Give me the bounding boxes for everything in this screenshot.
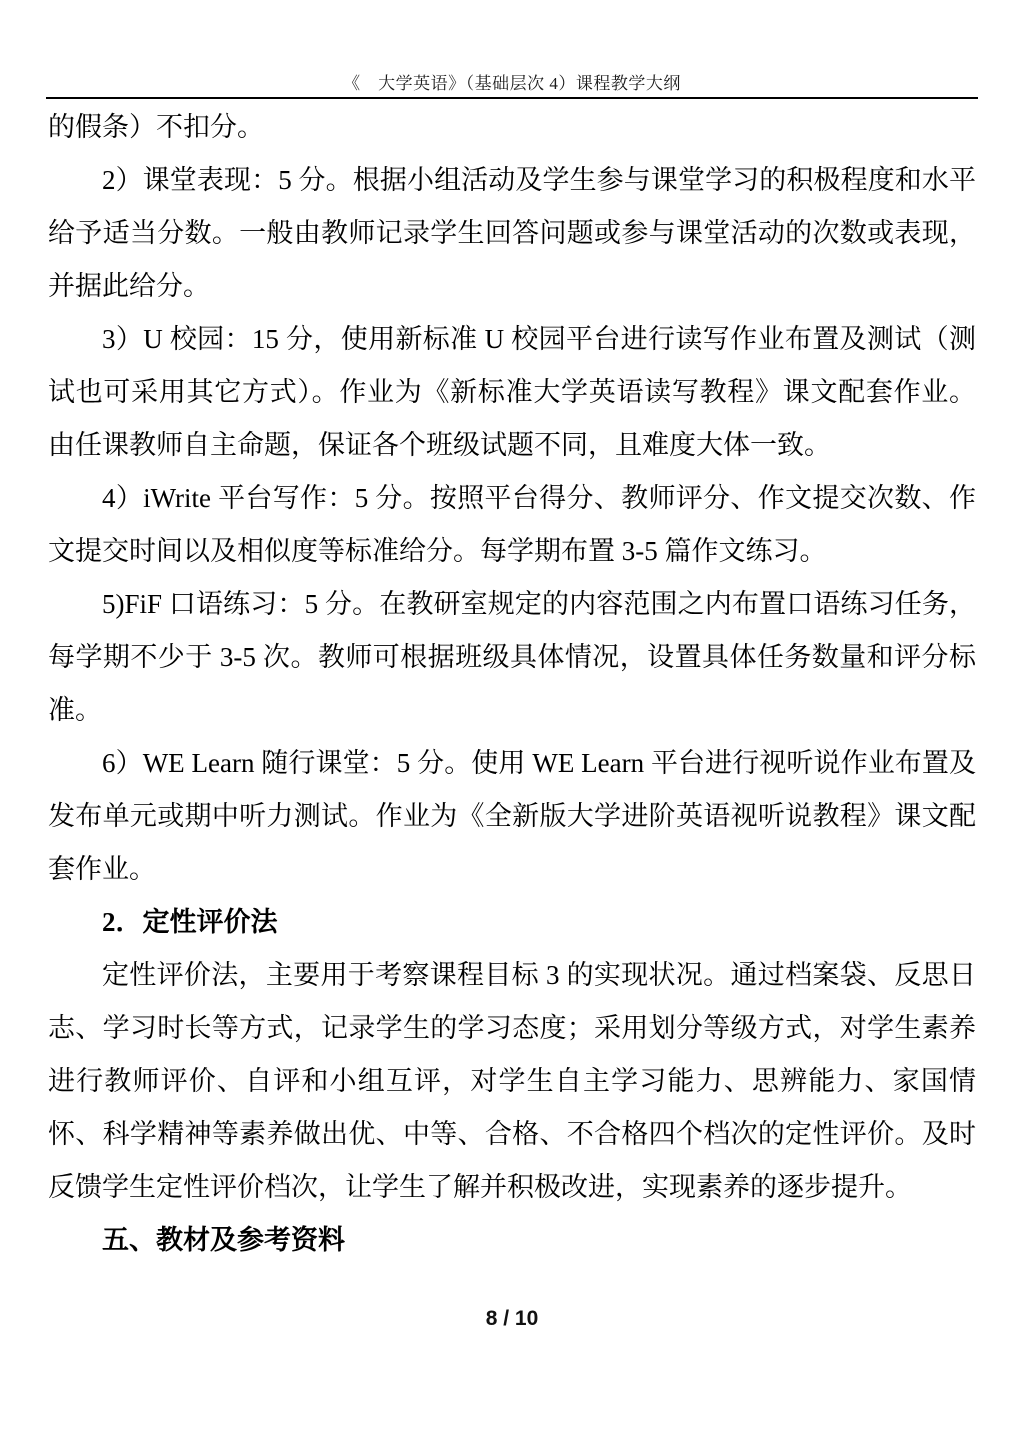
page-header-title: 《 大学英语》（基础层次 4）课程教学大纲	[343, 74, 681, 93]
paragraph-qualitative-method: 定性评价法，主要用于考察课程目标 3 的实现状况。通过档案袋、反思日志、学习时长等方式，记录学生的学习态度；采用划分等级方式，对学生素养进行教师评价、自评和小组互评，对学生自主学习能力、思辨能力、家国情怀、科学精神等素养做出优、中等、合格、不合格四个档次的定性评价。及时反馈学生定性评价档次，让学生了解并积极改进，实现素养的逐步提升。	[48, 960, 976, 1202]
body-continuation-line: 的假条）不扣分。	[48, 112, 264, 142]
paragraph-iwrite: 4）iWrite 平台写作：5 分。按照平台得分、教师评分、作文提交次数、作文提交时间以及相似度等标准给分。每学期布置 3-5 篇作文练习。	[48, 483, 976, 566]
page-number: 8 / 10	[485, 1307, 539, 1330]
paragraph-fif-speaking: 5)FiF 口语练习：5 分。在教研室规定的内容范围之内布置口语练习任务，每学期不少于 3-5 次。教师可根据班级具体情况，设置具体任务数量和评分标准。	[48, 589, 976, 725]
header-divider	[46, 97, 978, 99]
section-heading-qualitative: 2．定性评价法	[102, 907, 278, 937]
paragraph-classroom-performance: 2）课堂表现：5 分。根据小组活动及学生参与课堂学习的积极程度和水平给予适当分数。一般由教师记录学生回答问题或参与课堂活动的次数或表现，并据此给分。	[48, 165, 976, 301]
document-body	[48, 101, 976, 1267]
paragraph-u-campus: 3）U 校园：15 分，使用新标准 U 校园平台进行读写作业布置及测试（测试也可采用其它方式）。作业为《新标准大学英语读写教程》课文配套作业。由任课教师自主命题，保证各个班级试题不同，且难度大体一致。	[48, 324, 976, 460]
section-heading-materials: 五、教材及参考资料	[102, 1225, 345, 1255]
paragraph-we-learn: 6）WE Learn 随行课堂：5 分。使用 WE Learn 平台进行视听说作业布置及发布单元或期中听力测试。作业为《全新版大学进阶英语视听说教程》课文配套作业。	[48, 748, 976, 884]
